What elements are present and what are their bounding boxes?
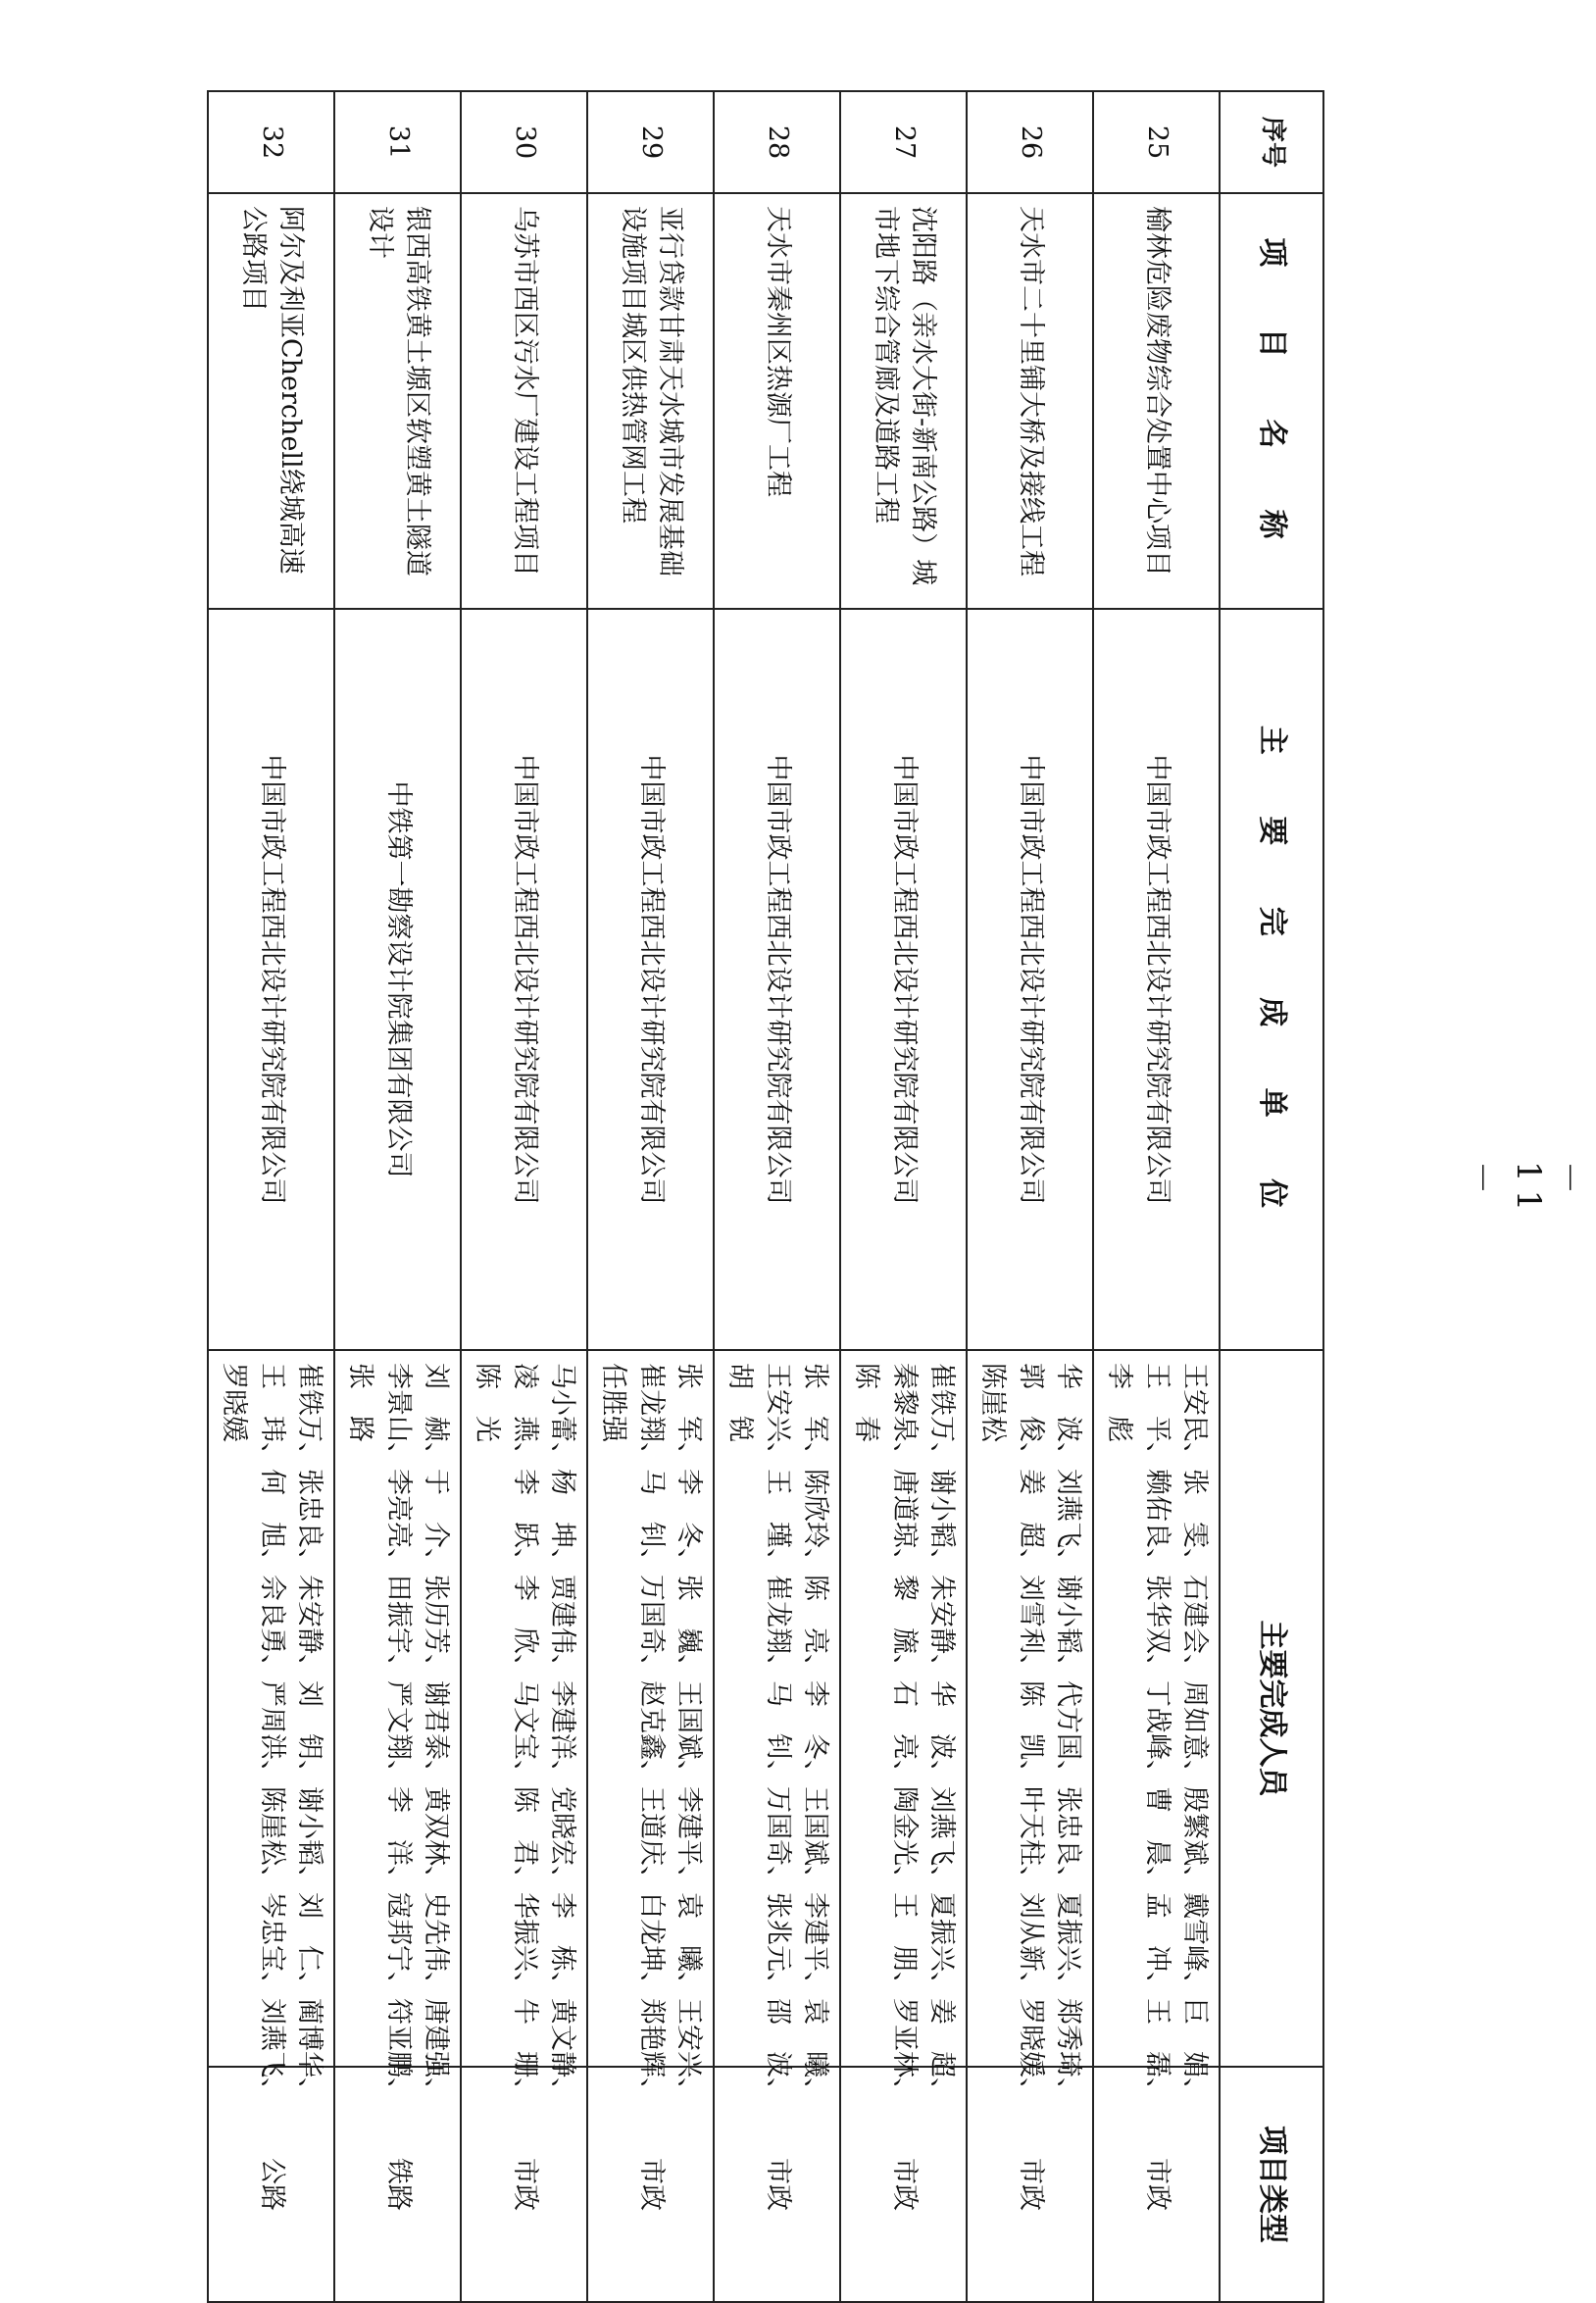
row-project-name: 天水市秦州区热源厂工程 [714,193,840,609]
people-line: 陈 春 [851,1363,882,1442]
row-main-unit: 中国市政工程西北设计研究院有限公司 [208,609,334,1350]
row-project-type: 铁路 [334,2067,461,2302]
header-main-unit-text: 主 要 完 成 单 位 [1255,725,1290,1234]
people-line: 张 军、陈欣玲、陈 亮、李 冬、王国斌、李建平、袁 曦、 [800,1363,831,2104]
table-row [461,91,587,2302]
people-line: 张 军、李 冬、张 巍、王国斌、李建平、袁 曦、王安兴、 [673,1363,705,2104]
row-serial-number: 31 [334,91,461,193]
row-project-type: 市政 [1093,2067,1220,2302]
row-project-type: 市政 [714,2067,840,2302]
row-project-name: 阿尔及利亚Cherchell绕城高速公路项目 [208,193,334,609]
row-project-type: 市政 [967,2067,1093,2302]
people-line: 王 平、赖佑良、张华双、丁战峰、曹 晨、孟 冲、王 磊、 [1141,1363,1172,2104]
row-main-people [587,1350,714,2104]
row-serial-number: 30 [461,91,587,193]
people-line: 郭 俊、姜 超、刘雪利、陈 凯、叶天柱、刘从新、罗晓媛、 [1015,1363,1046,2104]
table-row [587,91,714,2302]
table-row [1093,91,1220,2302]
people-line: 胡 锐 [724,1363,756,1442]
row-project-type: 市政 [840,2067,967,2302]
row-main-unit: 中国市政工程西北设计研究院有限公司 [461,609,587,1350]
row-main-people [714,1350,840,2104]
people-line: 刘 赪、于 介、张历芳、谢君泰、黄双林、史先伟、唐建强、 [421,1363,452,2104]
page-number: － 11 － [1462,1161,1588,1220]
project-table [207,90,1324,2303]
people-line: 秦黎泉、唐道琼、黎 旒、石 亮、陶金光、王 朋、罗亚林、 [888,1363,920,2104]
people-line: 王安兴、王 瑾、崔龙翔、马 钊、万国奇、张兆元、邵 波、 [762,1363,793,2104]
row-project-name: 亚行贷款甘肃天水城市发展基础设施项目城区供热管网工程 [587,193,714,609]
row-main-people [334,1350,461,2104]
people-line: 张 路 [345,1363,376,1442]
table-row [714,91,840,2302]
row-main-unit: 中国市政工程西北设计研究院有限公司 [840,609,967,1350]
people-line: 马小蕾、杨 坤、贾建伟、李建洋、党晓宏、李 栋、黄文静、 [547,1363,578,2104]
people-line: 王安民、张 雯、石建会、周如意、殷繁斌、戴雪峰、巨 娟、 [1179,1363,1210,2104]
row-main-people [461,1350,587,2104]
people-line: 崔铁万、张忠良、朱安静、刘 钥、谢小韬、刘 仁、蔺博华、 [294,1363,325,2104]
header-main-unit [1220,609,1323,1350]
row-project-name: 榆林危险废物综合处置中心项目 [1093,193,1220,609]
people-line: 李景山、李亮亮、田振宇、严文翔、李 洋、寇邦宁、符亚鹏、 [382,1363,414,2104]
row-serial-number: 25 [1093,91,1220,193]
row-project-type: 市政 [587,2067,714,2302]
row-main-people [208,1350,334,2104]
table-row [840,91,967,2302]
row-main-unit: 中国市政工程西北设计研究院有限公司 [587,609,714,1350]
row-project-name: 天水市二十里铺大桥及接线工程 [967,193,1093,609]
row-project-name: 银西高铁黄土塬区软塑黄土隧道设计 [334,193,461,609]
row-serial-number: 32 [208,91,334,193]
people-line: 华 波、刘燕飞、谢小韬、代方国、张忠良、夏振兴、郑秀琦、 [1053,1363,1084,2104]
table-header-row [1220,91,1323,2302]
header-project-name-text: 项 目 名 称 [1255,237,1290,565]
row-main-people [1093,1350,1220,2104]
row-main-unit: 中国市政工程西北设计研究院有限公司 [1093,609,1220,1350]
table-row [967,91,1093,2302]
row-main-people [967,1350,1093,2104]
row-main-unit: 中铁第一勘察设计院集团有限公司 [334,609,461,1350]
table-body [208,91,1220,2302]
header-main-people: 主要完成人员 [1220,1350,1323,2067]
header-serial-number: 序号 [1220,91,1323,193]
table-row [334,91,461,2302]
row-main-unit: 中国市政工程西北设计研究院有限公司 [714,609,840,1350]
row-project-name: 乌苏市西区污水厂建设工程项目 [461,193,587,609]
people-line: 崔龙翔、马 钊、万国奇、赵克鑫、王道庆、白龙坤、郑艳辉、 [635,1363,667,2104]
people-line: 凌 燕、李 跃、李 欣、马文宝、陈 君、华振兴、牛 珊、 [509,1363,540,2104]
row-serial-number: 29 [587,91,714,193]
table-row [208,91,334,2302]
header-project-name [1220,193,1323,609]
row-project-type: 公路 [208,2067,334,2302]
people-line: 罗晓媛 [219,1363,250,1442]
people-line: 任胜强 [598,1363,629,1442]
people-line: 陈 光 [472,1363,503,1442]
header-project-type: 项目类型 [1220,2067,1323,2302]
people-line: 李 彪 [1104,1363,1135,1442]
row-serial-number: 26 [967,91,1093,193]
people-line: 王 玮、何 旭、佘良勇、严周洪、陈崖松、岑忠宝、刘燕飞、 [256,1363,287,2104]
row-main-unit: 中国市政工程西北设计研究院有限公司 [967,609,1093,1350]
people-line: 陈崖松 [977,1363,1009,1442]
row-project-name: 沈阳路（亲水大街-新南公路）城市地下综合管廊及道路工程 [840,193,967,609]
row-serial-number: 27 [840,91,967,193]
row-project-type: 市政 [461,2067,587,2302]
row-main-people [840,1350,967,2104]
people-line: 崔铁万、谢小韬、朱安静、华 波、刘燕飞、夏振兴、姜 超、 [926,1363,958,2104]
row-serial-number: 28 [714,91,840,193]
